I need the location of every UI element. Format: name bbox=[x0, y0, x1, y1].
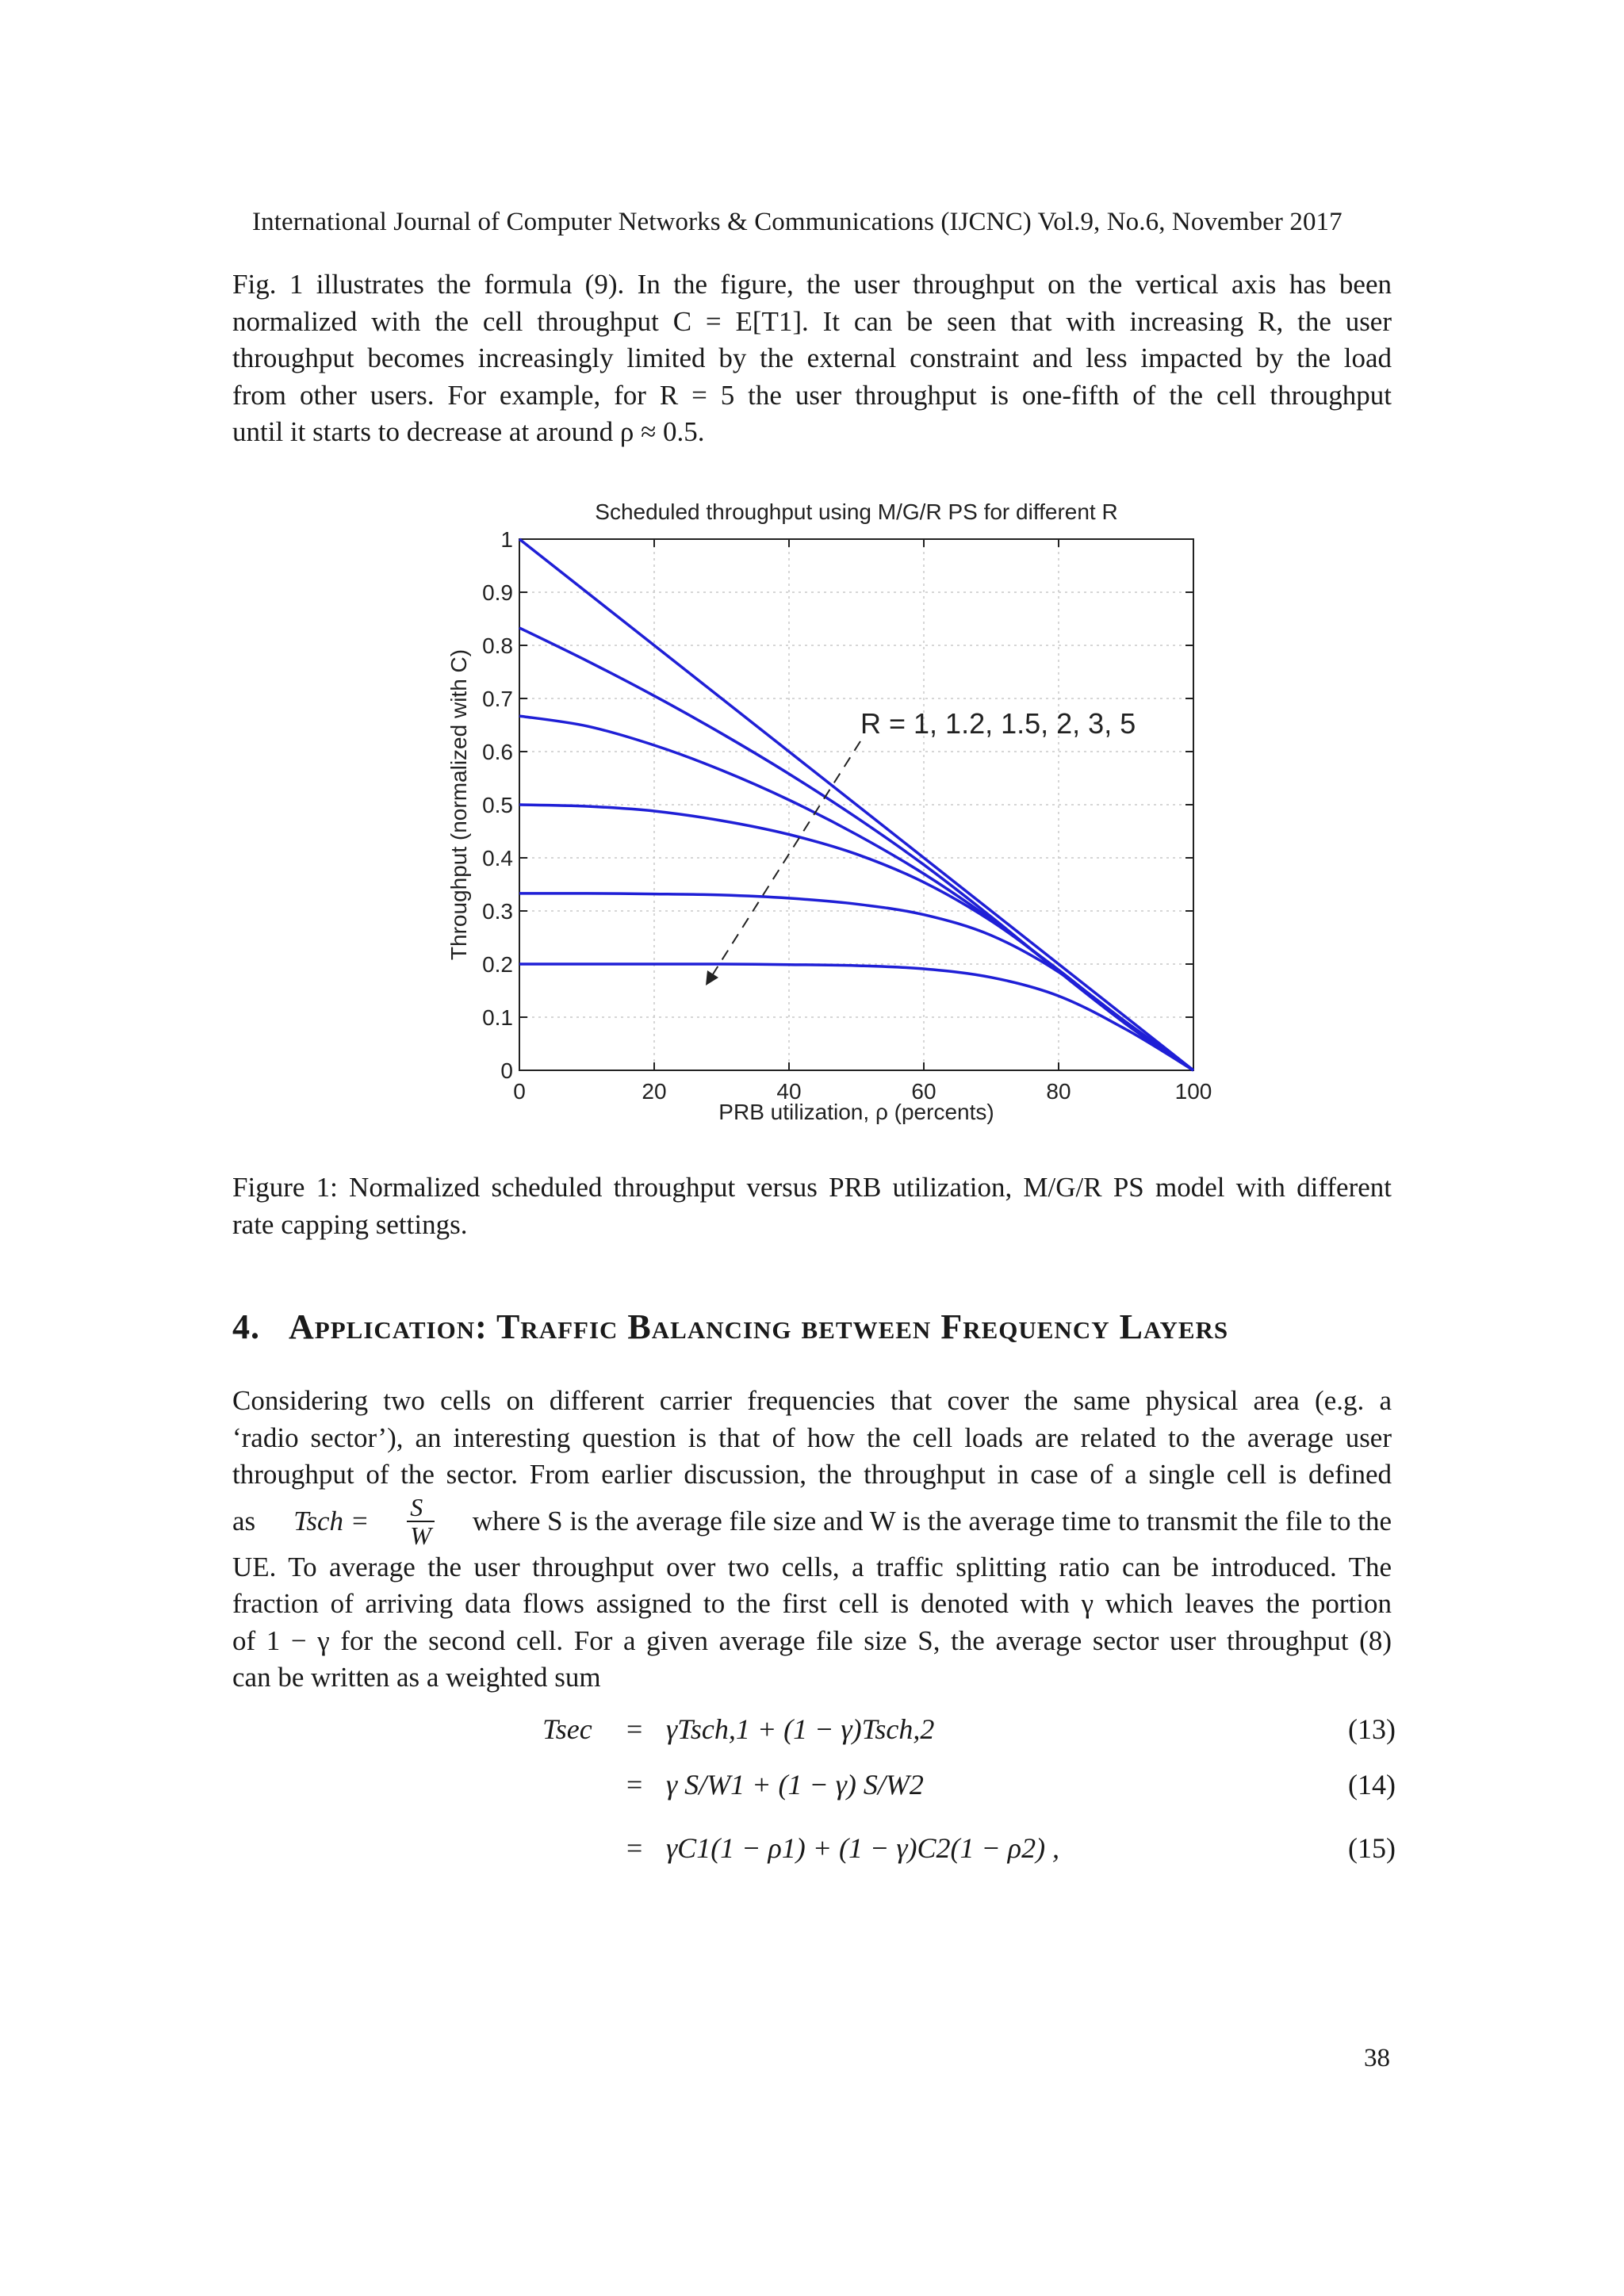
journal-header: International Journal of Computer Networks & Communications (IJCNC) Vol.9, No.6, November 2017 bbox=[252, 208, 1342, 236]
tsch-symbol: Tsch = bbox=[293, 1505, 370, 1536]
text-line: UE. To average the user throughput over two cells, a traffic splitting ratio can be introduced. The bbox=[232, 1551, 1392, 1582]
line-suffix: where S is the average file size and W is the average time to transmit the file to the bbox=[472, 1505, 1392, 1536]
y-axis-label: Throughput (normalized with C) bbox=[446, 649, 471, 961]
y-tick-label: 0.2 bbox=[482, 952, 513, 977]
y-tick-label: 0 bbox=[500, 1058, 513, 1083]
section-heading bbox=[232, 1307, 1392, 1347]
y-tick-label: 0.4 bbox=[482, 846, 513, 871]
figure-caption bbox=[232, 1169, 1392, 1243]
text-line: until it starts to decrease at around ρ ≈ 0.5. bbox=[232, 416, 705, 447]
text-line: throughput becomes increasingly limited by the external constraint and less impacted by the load bbox=[232, 342, 1392, 373]
text-line: from other users. For example, for R = 5 the user throughput is one-fifth of the cell throughput bbox=[232, 379, 1392, 411]
y-tick-label: 0.3 bbox=[482, 899, 513, 924]
text-line: fraction of arriving data flows assigned to the first cell is denoted with γ which leaves the portion bbox=[232, 1588, 1392, 1619]
line-prefix: as bbox=[232, 1505, 256, 1536]
eq-rhs: γC1(1 − ρ1) + (1 − γ)C2(1 − ρ2) , bbox=[666, 1832, 1060, 1864]
paragraph-application bbox=[232, 1383, 1392, 1697]
text-line-with-fraction bbox=[232, 1494, 1392, 1549]
chart-title: Scheduled throughput using M/G/R PS for different R bbox=[595, 499, 1118, 524]
page-number: 38 bbox=[1364, 2044, 1390, 2072]
x-tick-label: 0 bbox=[513, 1079, 526, 1104]
x-axis-label: PRB utilization, ρ (percents) bbox=[718, 1100, 994, 1124]
throughput-chart bbox=[428, 488, 1213, 1138]
x-tick-label: 100 bbox=[1174, 1079, 1212, 1104]
eq-lhs: Tsec bbox=[542, 1713, 592, 1745]
y-tick-label: 1 bbox=[500, 527, 513, 552]
eq-number: (13) bbox=[1348, 1713, 1396, 1745]
figure-1 bbox=[428, 488, 1213, 1138]
x-tick-label: 20 bbox=[642, 1079, 667, 1104]
y-tick-label: 0.8 bbox=[482, 633, 513, 658]
x-tick-label: 40 bbox=[776, 1079, 802, 1104]
text-line: ‘radio sector’), an interesting question is that of how the cell loads are related to the average user bbox=[232, 1422, 1392, 1453]
caption-line: Figure 1: Normalized scheduled throughput versus PRB utilization, M/G/R PS model with different bbox=[232, 1172, 1392, 1203]
paragraph-intro bbox=[232, 266, 1392, 451]
y-tick-label: 0.9 bbox=[482, 580, 513, 605]
y-tick-label: 0.6 bbox=[482, 740, 513, 764]
annotation-text: R = 1, 1.2, 1.5, 2, 3, 5 bbox=[860, 707, 1136, 740]
text-line: throughput of the sector. From earlier discussion, the throughput in case of a single cell is defined bbox=[232, 1459, 1392, 1490]
y-tick-label: 0.7 bbox=[482, 687, 513, 711]
section-title: Application: Traffic Balancing between Frequency Layers bbox=[289, 1307, 1229, 1346]
s-over-w-fraction: $\frac{S}{W}$ bbox=[407, 1494, 435, 1549]
x-tick-label: 80 bbox=[1046, 1079, 1071, 1104]
equation-13 bbox=[539, 1712, 1396, 1760]
eq-number: (14) bbox=[1348, 1769, 1396, 1800]
y-tick-label: 0.1 bbox=[482, 1005, 513, 1030]
text-line: Considering two cells on different carrier frequencies that cover the same physical area (e.g. a bbox=[232, 1385, 1392, 1416]
equation-14 bbox=[539, 1768, 1396, 1816]
eq-rhs: γ S/W1 + (1 − γ) S/W2 bbox=[666, 1769, 924, 1800]
y-tick-label: 0.5 bbox=[482, 793, 513, 817]
eq-equals: = bbox=[626, 1769, 643, 1800]
text-line: of 1 − γ for the second cell. For a given average file size S, the average sector user throughput (8) bbox=[232, 1624, 1392, 1656]
eq-number: (15) bbox=[1348, 1832, 1396, 1864]
eq-rhs: γTsch,1 + (1 − γ)Tsch,2 bbox=[666, 1713, 935, 1745]
section-number: 4. bbox=[232, 1307, 260, 1346]
x-tick-label: 60 bbox=[911, 1079, 936, 1104]
eq-equals: = bbox=[626, 1713, 643, 1745]
caption-line: rate capping settings. bbox=[232, 1209, 468, 1240]
text-line: Fig. 1 illustrates the formula (9). In the figure, the user throughput on the vertical axis has been bbox=[232, 269, 1392, 300]
equation-15 bbox=[539, 1831, 1396, 1879]
text-line: can be written as a weighted sum bbox=[232, 1662, 601, 1693]
eq-equals: = bbox=[626, 1832, 643, 1864]
text-line: normalized with the cell throughput C = E[T1]. It can be seen that with increasing R, the user bbox=[232, 305, 1392, 337]
